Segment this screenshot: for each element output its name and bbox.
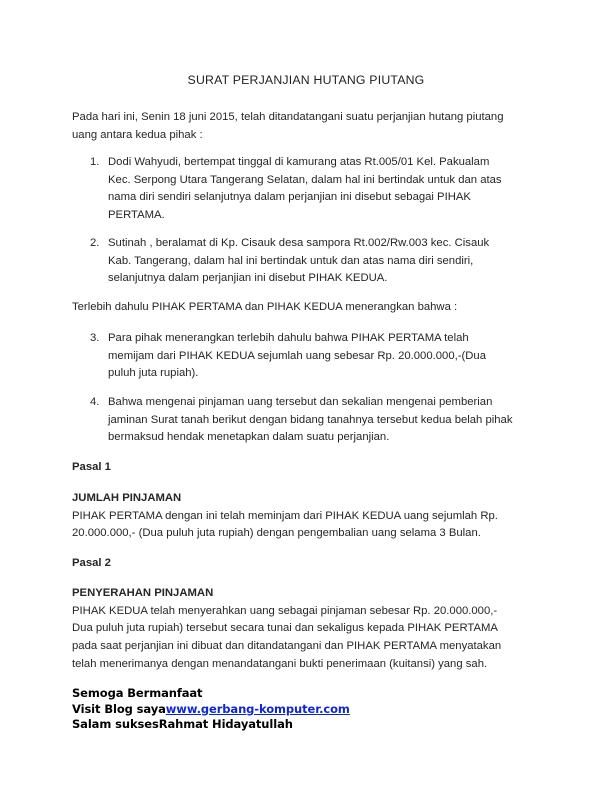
footer-salam-prefix: Salam sukses (72, 717, 159, 731)
statement-line: memijam dari PIHAK KEDUA sejumlah uang sebesar Rp. 20.000.000,-(Dua (108, 349, 486, 362)
pasal-2-label: Pasal 2 (72, 557, 111, 569)
party-text (108, 154, 540, 225)
party-line: nama diri sendiri selanjutnya dalam perjanjian ini disebut sebagai PIHAK (108, 191, 471, 204)
footer-visit-line (72, 702, 542, 718)
pasal-2-line: PIHAK KEDUA telah menyerahkan uang sebagai pinjaman sebesar Rp. 20.000.000,- (72, 604, 498, 617)
footer-author: Rahmat Hidayatullah (158, 717, 293, 731)
pasal-2-heading: PENYERAHAN PINJAMAN (72, 587, 214, 599)
party-line: selanjutnya dalam perjanjian ini disebut PIHAK KEDUA. (108, 272, 388, 285)
pasal-1-label: Pasal 1 (72, 461, 111, 473)
footer-block (72, 686, 542, 733)
pasal-1-line: 20.000.000,- (Dua puluh juta rupiah) dengan pengembalian uang selama 3 Bulan. (72, 527, 481, 540)
blog-link[interactable]: www.gerbang-komputer.com (165, 701, 350, 716)
list-number: 4. (90, 396, 100, 408)
statement-text (108, 394, 540, 447)
footer-salam-line (72, 717, 542, 733)
statement-line: Para pihak menerangkan terlebih dahulu bahwa PIHAK PERTAMA telah (108, 332, 469, 344)
pasal-1-line: PIHAK PERTAMA dengan ini telah meminjam dari PIHAK KEDUA uang sejumlah Rp. (72, 509, 498, 522)
statement-line: puluh juta rupiah). (108, 367, 199, 380)
list-number: 3. (90, 332, 100, 344)
pasal-1-section (72, 490, 542, 543)
document-title: SURAT PERJANJIAN HUTANG PIUTANG (187, 73, 425, 87)
pasal-1-heading: JUMLAH PINJAMAN (72, 492, 182, 504)
preamble-paragraph: Terlebih dahulu PIHAK PERTAMA dan PIHAK KEDUA menerangkan bahwa : (72, 301, 458, 313)
pasal-2-line: telah menerimanya dengan menandatangani bukti penerimaan (kuitansi) yang sah. (72, 657, 488, 670)
list-number: 2. (90, 237, 100, 249)
pasal-2-line: pada saat perjanjian ini dibuat dan ditandatangani dan PIHAK PERTAMA menyatakan (72, 640, 502, 653)
intro-line: uang antara kedua pihak : (72, 128, 203, 141)
statement-line: bermaksud hendak menetapkan dalam suatu perjanjian. (108, 431, 390, 444)
party-line: Kab. Tangerang, dalam hal ini bertindak untuk dan atas nama diri sendiri, (108, 254, 474, 267)
footer-greeting: Semoga Bermanfaat (72, 686, 203, 700)
statement-line: jaminan Surat tanah berikut dengan bidang tanahnya tersebut kedua belah pihak (108, 413, 513, 426)
statement-text (108, 330, 540, 383)
party-line: PERTAMA. (108, 209, 165, 222)
intro-line: Pada hari ini, Senin 18 juni 2015, telah ditandatangani suatu perjanjian hutang piutang (72, 111, 504, 123)
list-number: 1. (90, 156, 100, 168)
party-text (108, 235, 540, 288)
intro-paragraph (72, 109, 542, 144)
party-line: Sutinah , beralamat di Kp. Cisauk desa sampora Rt.002/Rw.003 kec. Cisauk (108, 237, 490, 249)
statement-line: Bahwa mengenai pinjaman uang tersebut dan sekalian mengenai pemberian (108, 396, 493, 408)
pasal-2-section (72, 585, 542, 674)
pasal-2-line: Dua puluh juta rupiah) tersebut secara tunai dan sekaligus kepada PIHAK PERTAMA (72, 622, 498, 635)
party-line: Kec. Serpong Utara Tangerang Selatan, dalam hal ini bertindak untuk dan atas (108, 173, 502, 186)
footer-visit-prefix: Visit Blog saya (72, 701, 166, 716)
party-line: Dodi Wahyudi, bertempat tinggal di kamurang atas Rt.005/01 Kel. Pakualam (108, 156, 490, 168)
